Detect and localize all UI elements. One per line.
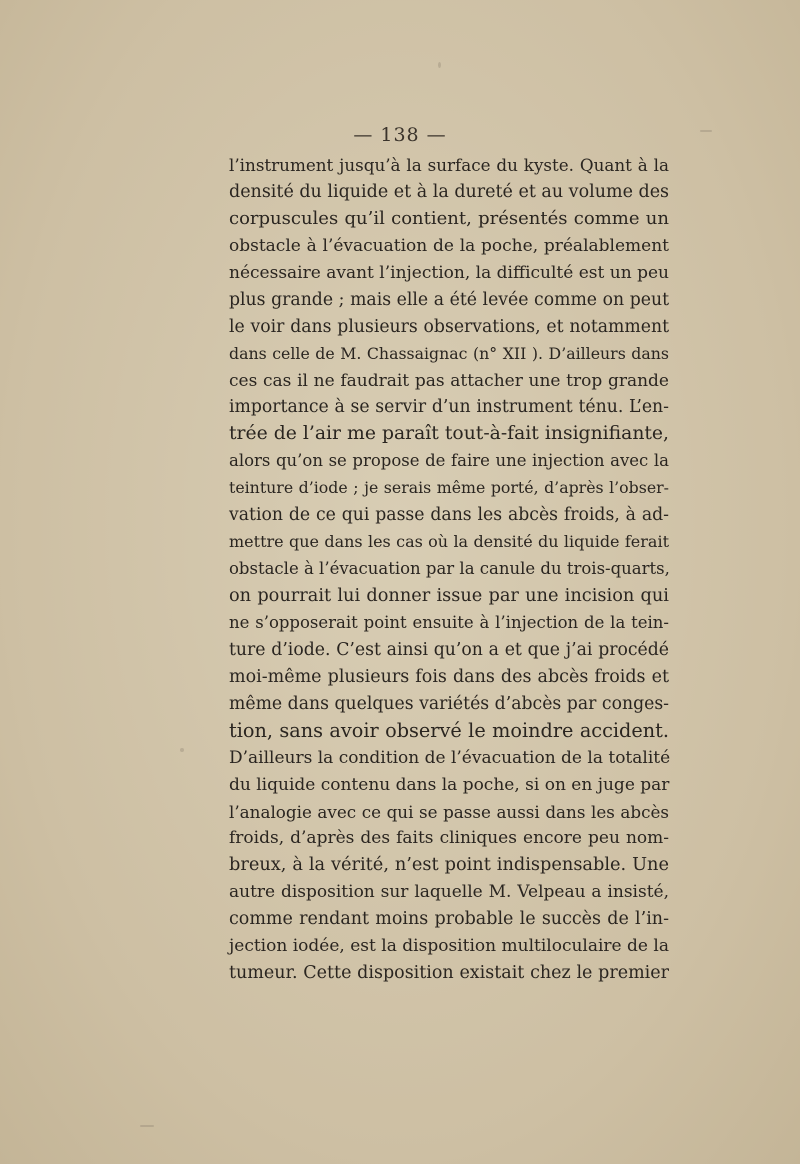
page-number: — 138 — <box>353 124 447 146</box>
text-line: l’instrument jusqu’à la surface du kyste. Quant à la <box>229 155 669 175</box>
text-line: alors qu’on se propose de faire une injection avec la <box>229 451 669 471</box>
text-line: D’ailleurs la condition de l’évacuation de la totalité <box>229 747 671 768</box>
body-text <box>229 152 669 987</box>
text-line: plus grande ; mais elle a été levée comme on peut <box>229 289 669 310</box>
text-line: densité du liquide et à la dureté et au volume des <box>229 181 670 202</box>
text-line: froids, d’après des faits cliniques encore peu nom- <box>229 828 669 849</box>
text-line: tumeur. Cette disposition existait chez le premier <box>229 963 669 984</box>
text-line: mettre que dans les cas où la densité du liquide ferait <box>229 532 669 552</box>
paper-speck <box>140 1125 154 1127</box>
text-line: comme rendant moins probable le succès de l’in- <box>229 909 669 930</box>
text-line: ne s’opposerait point ensuite à l’injection de la tein- <box>229 612 669 632</box>
paper-speck <box>438 62 441 68</box>
text-line: importance à se servir d’un instrument ténu. L’en- <box>229 397 669 418</box>
text-line: dans celle de M. Chassaignac (n° XII ). D’ailleurs dans <box>229 343 669 363</box>
paper-speck <box>180 748 184 752</box>
text-line: autre disposition sur laquelle M. Velpeau a insisté, <box>229 882 669 903</box>
text-line: obstacle à l’évacuation par la canule du trois-quarts, <box>229 559 670 579</box>
paper-speck <box>270 970 272 978</box>
text-line: l’analogie avec ce qui se passe aussi dans les abcès <box>229 801 669 822</box>
paper-speck <box>700 130 712 132</box>
text-line: obstacle à l’évacuation de la poche, préalablement <box>229 235 669 256</box>
text-line: ture d’iode. C’est ainsi qu’on a et que j’ai procédé <box>229 639 669 660</box>
text-line: vation de ce qui passe dans les abcès froids, à ad- <box>229 505 669 526</box>
text-line: le voir dans plusieurs observations, et notamment <box>229 316 669 337</box>
text-line: même dans quelques variétés d’abcès par conges- <box>229 693 669 714</box>
text-line: trée de l’air me paraît tout-à-fait insignifiante, <box>229 423 669 445</box>
text-line: teinture d’iode ; je serais même porté, d’après l’obser- <box>229 478 669 498</box>
text-line: tion, sans avoir observé le moindre accident. <box>229 718 669 742</box>
text-line: moi-même plusieurs fois dans des abcès froids et <box>229 666 669 687</box>
text-line: jection iodée, est la disposition multiloculaire de la <box>229 936 669 957</box>
text-line: du liquide contenu dans la poche, si on en juge par <box>229 774 670 795</box>
text-line: corpuscules qu’il contient, présentés comme un <box>229 207 669 229</box>
text-line: on pourrait lui donner issue par une incision qui <box>229 586 669 606</box>
text-line: breux, à la vérité, n’est point indispensable. Une <box>229 855 669 876</box>
text-line: nécessaire avant l’injection, la difficulté est un peu <box>229 262 669 283</box>
text-line: ces cas il ne faudrait pas attacher une trop grande <box>229 370 669 391</box>
